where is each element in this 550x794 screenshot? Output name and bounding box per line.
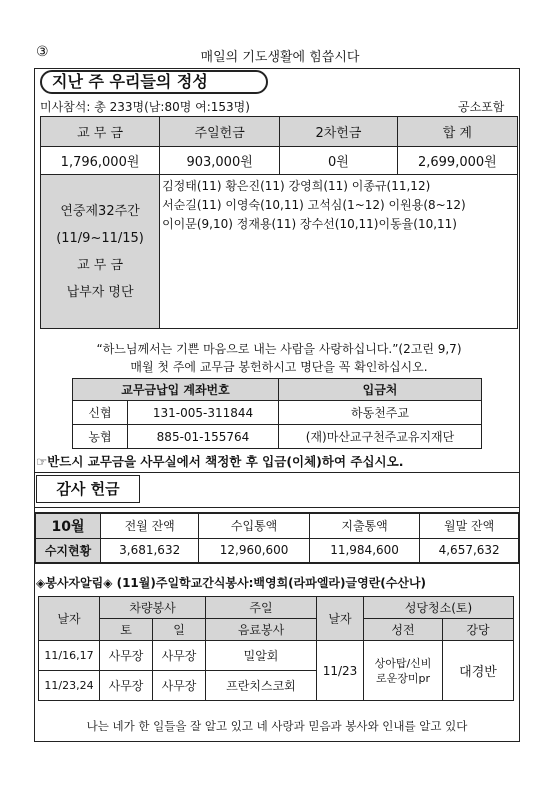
thanks-label: 감사 헌금 <box>36 475 140 503</box>
account-bank: 신협 <box>73 401 128 425</box>
vol-header-sanctuary: 성전 <box>364 619 443 641</box>
donor-label-tithe: 교 무 금 <box>77 257 124 273</box>
donor-list <box>160 175 518 329</box>
donor-label <box>41 175 160 329</box>
quote-line-2: 매월 첫 주에 교무금 봉헌하시고 명단을 꼭 확인하십시오. <box>130 360 428 374</box>
page-number: ③ <box>36 44 49 60</box>
vol-row-date: 11/23,24 <box>39 671 100 701</box>
account-number: 131-005-311844 <box>128 401 279 425</box>
finance-header-end: 월말 잔액 <box>420 513 519 538</box>
finance-header-expense: 지출통액 <box>309 513 419 538</box>
vol-row-sun: 사무장 <box>153 641 206 671</box>
header-total: 합 계 <box>397 117 517 147</box>
account-holder: (재)마산교구천주교유지재단 <box>279 425 482 449</box>
vol-header-sun: 일 <box>153 619 206 641</box>
value-total: 2,699,000원 <box>397 147 517 175</box>
donor-label-list: 납부자 명단 <box>66 284 134 300</box>
donor-line: 서순길(11) 이영숙(10,11) 고석심(1~12) 이원용(8~12) <box>162 198 466 212</box>
clean-hall: 대경반 <box>443 641 514 701</box>
page-slogan: 매일의 기도생활에 힘씁시다 <box>200 50 360 65</box>
donor-line: 이이문(9,10) 정재용(11) 장수선(10,11)이동율(10,11) <box>162 217 457 231</box>
depositor-header: 입금처 <box>279 379 482 401</box>
vol-header-cleaning: 성당청소(토) <box>364 597 514 619</box>
vol-row-sun: 사무장 <box>153 671 206 701</box>
clean-date: 11/23 <box>317 641 364 701</box>
header-tithe: 교 무 금 <box>41 117 160 147</box>
vol-row-sat: 사무장 <box>100 671 153 701</box>
attendance-note: 공소포함 <box>458 100 505 114</box>
vol-row-date: 11/16,17 <box>39 641 100 671</box>
finance-value-expense: 11,984,600 <box>309 538 419 563</box>
finance-month: 10월 <box>35 513 101 538</box>
clean-sanctuary: 상아탑/신비로운장미pr <box>364 641 443 701</box>
offering-title: 지난 주 우리들의 정성 <box>40 70 268 94</box>
footer-verse: 나는 네가 한 일들을 잘 알고 있고 네 사랑과 믿음과 봉사와 인내를 알고 있다 <box>86 719 468 733</box>
account-header: 교무금납입 계좌번호 <box>73 379 279 401</box>
finance-value-income: 12,960,600 <box>199 538 309 563</box>
quote-line-1: “하느님께서는 기쁜 마음으로 내는 사람을 사랑하십니다.”(2고린 9,7) <box>96 342 462 356</box>
offering-table <box>40 116 518 329</box>
donor-line: 김정태(11) 황은진(11) 강영희(11) 이종규(11,12) <box>162 179 431 193</box>
finance-value-prev: 3,681,632 <box>101 538 199 563</box>
attendance-text: 미사참석: 총 233명(남:80명 여:153명) <box>40 100 250 114</box>
donor-label-week: 연중제32주간 <box>60 203 140 219</box>
value-second: 0원 <box>280 147 398 175</box>
donor-label-range: (11/9~11/15) <box>56 230 144 246</box>
finance-header-income: 수입통액 <box>199 513 309 538</box>
vol-header-date: 날자 <box>39 597 100 641</box>
vol-header-sat: 토 <box>100 619 153 641</box>
value-tithe: 1,796,000원 <box>41 147 160 175</box>
volunteer-table <box>38 596 514 701</box>
account-bank: 농협 <box>73 425 128 449</box>
vol-row-drink: 밀알회 <box>206 641 317 671</box>
account-table <box>72 378 482 449</box>
finance-label: 수지현황 <box>35 538 101 563</box>
vol-row-sat: 사무장 <box>100 641 153 671</box>
vol-header-drink: 음료봉사 <box>206 619 317 641</box>
header-second: 2차헌금 <box>280 117 398 147</box>
vol-header-sunday: 주일 <box>206 597 317 619</box>
payment-notice: ☞반드시 교무금을 사무실에서 책정한 후 입금(이체)하여 주십시오. <box>36 454 404 469</box>
vol-header-date2: 날자 <box>317 597 364 641</box>
volunteer-title: ◈봉사자알림◈ (11월)주일학교간식봉사:백영희(라파엘라)글영란(수산나) <box>36 576 427 590</box>
account-holder: 하동천주교 <box>279 401 482 425</box>
vol-header-vehicle: 차량봉사 <box>100 597 206 619</box>
value-sunday: 903,000원 <box>160 147 280 175</box>
finance-value-end: 4,657,632 <box>420 538 519 563</box>
header-sunday: 주일헌금 <box>160 117 280 147</box>
vol-header-hall: 강당 <box>443 619 514 641</box>
account-number: 885-01-155764 <box>128 425 279 449</box>
vol-row-drink: 프란치스코회 <box>206 671 317 701</box>
finance-table <box>34 512 520 564</box>
finance-header-prev: 전월 잔액 <box>101 513 199 538</box>
